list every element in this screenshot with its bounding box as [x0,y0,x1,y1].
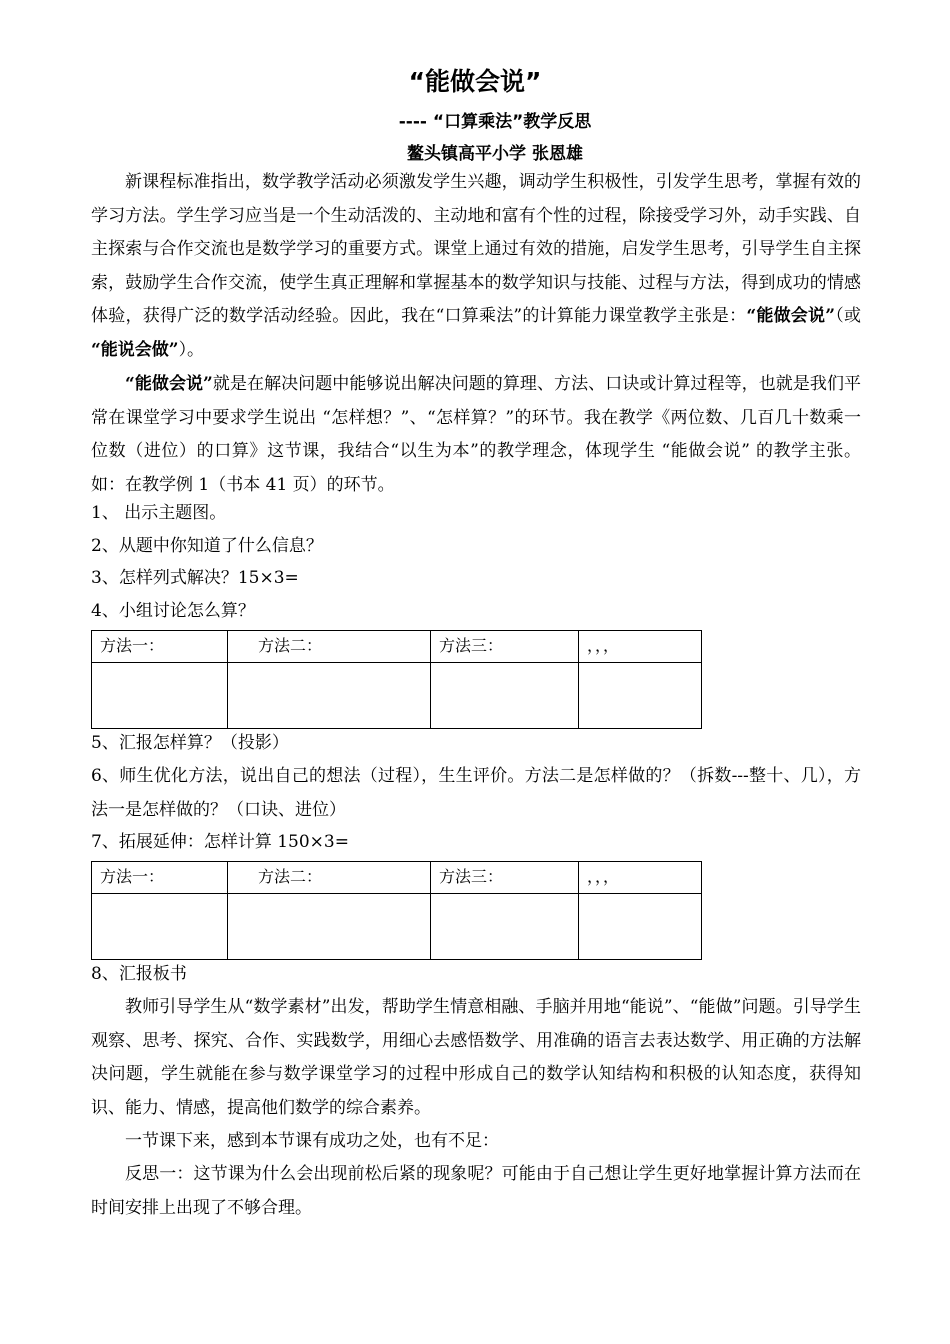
explanation-text: 就是在解决问题中能够说出解决问题的算理、方法、口诀或计算过程等，也就是我们平常在课堂学习中要求学生说出 “怎样想？”、“怎样算？”的环节。我在教学《两位数、几百几十数乘一位数（进位）的口算》这节课，我结合“以生为本”的教学理念，体现学生 “能做会说” 的教学主张。如：在教学例 1（书本 41 页）的环节。 [91,374,861,495]
step-1: 1、 出示主题图。 [91,503,227,523]
document-subtitle: ---- “口算乘法”教学反思 [398,112,592,132]
step-7: 7、拓展延伸：怎样计算 150×3= [91,832,349,852]
method-more-cell [579,663,702,729]
paragraph-intro [91,166,861,368]
method-1-header: 方法一： [92,862,228,894]
methods-table-2 [91,861,702,960]
explanation-bold: “能做会说” [125,374,213,394]
method-1-header: 方法一： [92,631,228,663]
author-line: 鳌头镇高平小学 张恩雄 [407,144,583,164]
paragraph-intro-mid: （或 [835,306,861,327]
method-3-header: 方法三： [431,862,579,894]
method-3-cell [431,663,579,729]
paragraph-guidance: 教师引导学生从“数学素材”出发，帮助学生情意相融、手脑并用地“能说”、“能做”问题。引导学生观察、思考、探究、合作、实践数学，用细心去感悟数学、用准确的语言去表达数学、用正确的方法解决问题，学生就能在参与数学课堂学习的过程中形成自己的数学认知结构和积极的认知态度，获得知识、能力、情感，提高他们数学的综合素养。 [91,997,861,1118]
paragraph-summary: 一节课下来，感到本节课有成功之处，也有不足： [125,1131,499,1151]
method-1-cell [92,663,228,729]
document-title: “能做会说” [408,67,542,96]
method-more-header: ，，， [579,862,702,894]
method-3-header: 方法三： [431,631,579,663]
step-4: 4、小组讨论怎么算？ [91,601,255,621]
paragraph-reflection-1: 反思一：这节课为什么会出现前松后紧的现象呢？可能由于自己想让学生更好地掌握计算方法而在时间安排上出现了不够合理。 [91,1164,861,1218]
step-8: 8、汇报板书 [91,964,187,984]
paragraph-intro-text: 新课程标准指出，数学教学活动必须激发学生兴趣，调动学生积极性，引发学生思考，掌握有效的学习方法。学生学习应当是一个生动活泼的、主动地和富有个性的过程，除接受学习外，动手实践、自主探索与合作交流也是数学学习的重要方式。课堂上通过有效的措施，启发学生思考，引导学生自主探索，鼓励学生合作交流，使学生真正理解和掌握基本的数学知识与技能、过程与方法，得到成功的情感体验，获得广泛的数学活动经验。因此，我在“口算乘法”的计算能力课堂教学主张是： [91,172,861,327]
method-more-header: ，，， [579,631,702,663]
method-2-cell [228,663,431,729]
method-2-header: 方法二： [228,631,431,663]
step-6: 6、师生优化方法，说出自己的想法（过程），生生评价。方法二是怎样做的？（拆数---整十、几），方法一是怎样做的？（口诀、进位） [91,766,861,820]
claim-bold-2: “能说会做” [91,339,179,360]
method-more-cell [579,894,702,960]
paragraph-explanation [91,368,861,502]
method-2-header: 方法二： [228,862,431,894]
method-1-cell [92,894,228,960]
methods-table-1 [91,630,702,729]
method-2-cell [228,894,431,960]
claim-bold-1: “能做会说” [746,306,836,327]
step-2: 2、从题中你知道了什么信息？ [91,536,323,556]
step-5: 5、汇报怎样算？（投影） [91,733,289,753]
paragraph-intro-end: ）。 [178,339,205,360]
method-3-cell [431,894,579,960]
step-3: 3、怎样列式解决？15×3= [91,568,299,588]
